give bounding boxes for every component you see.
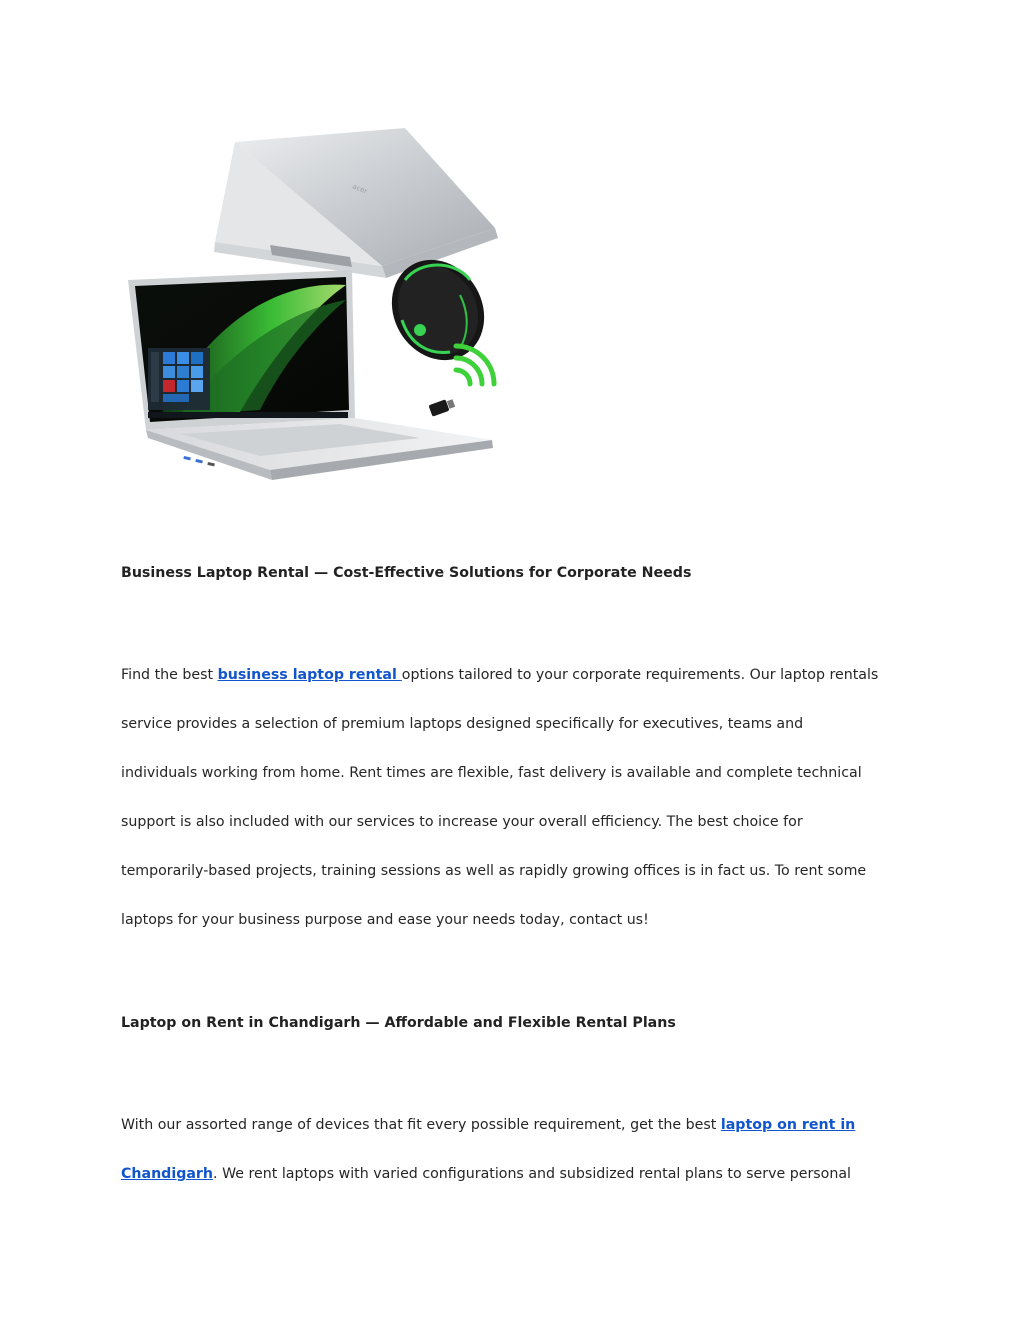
- paragraph-line: service provides a selection of premium laptops designed specifically for executives, teams and: [121, 716, 804, 732]
- laptop-mouse-illustration: [120, 120, 500, 500]
- business-laptop-rental-link[interactable]: business laptop rental: [217, 667, 402, 683]
- usb-receiver-icon: [428, 399, 455, 417]
- paragraph-line: [121, 651, 921, 700]
- paragraph-line: temporarily-based projects, training sessions as well as rapidly growing offices is in fact us. To rent some: [121, 863, 867, 879]
- hero-product-image: [120, 120, 500, 500]
- paragraph-line: support is also included with our services to increase your overall efficiency. The best choice for: [121, 814, 803, 830]
- paragraph-line: [121, 1101, 921, 1150]
- section-heading-business-rental: Business Laptop Rental — Cost-Effective Solutions for Corporate Needs: [121, 565, 692, 581]
- text-run: options tailored to your corporate requirements. Our laptop rentals: [401, 667, 879, 683]
- chandigarh-rental-paragraph: [121, 1101, 921, 1199]
- paragraph-line: individuals working from home. Rent times are flexible, fast delivery is available and complete technical: [121, 765, 862, 781]
- back-laptop-icon: [214, 128, 498, 278]
- laptop-on-rent-chandigarh-link[interactable]: laptop on rent in: [720, 1117, 856, 1133]
- section-heading-chandigarh-rental: Laptop on Rent in Chandigarh — Affordable and Flexible Rental Plans: [121, 1015, 676, 1031]
- text-run: . We rent laptops with varied configurations and subsidized rental plans to serve personal: [213, 1166, 851, 1182]
- svg-text:acer: acer: [351, 182, 369, 196]
- text-run: Find the best: [121, 667, 218, 683]
- business-rental-paragraph: [121, 651, 921, 945]
- paragraph-line: [121, 1150, 921, 1199]
- text-run: With our assorted range of devices that fit every possible requirement, get the best: [121, 1117, 721, 1133]
- paragraph-line: laptops for your business purpose and ease your needs today, contact us!: [121, 912, 649, 928]
- laptop-on-rent-chandigarh-link-continued[interactable]: Chandigarh: [121, 1166, 214, 1182]
